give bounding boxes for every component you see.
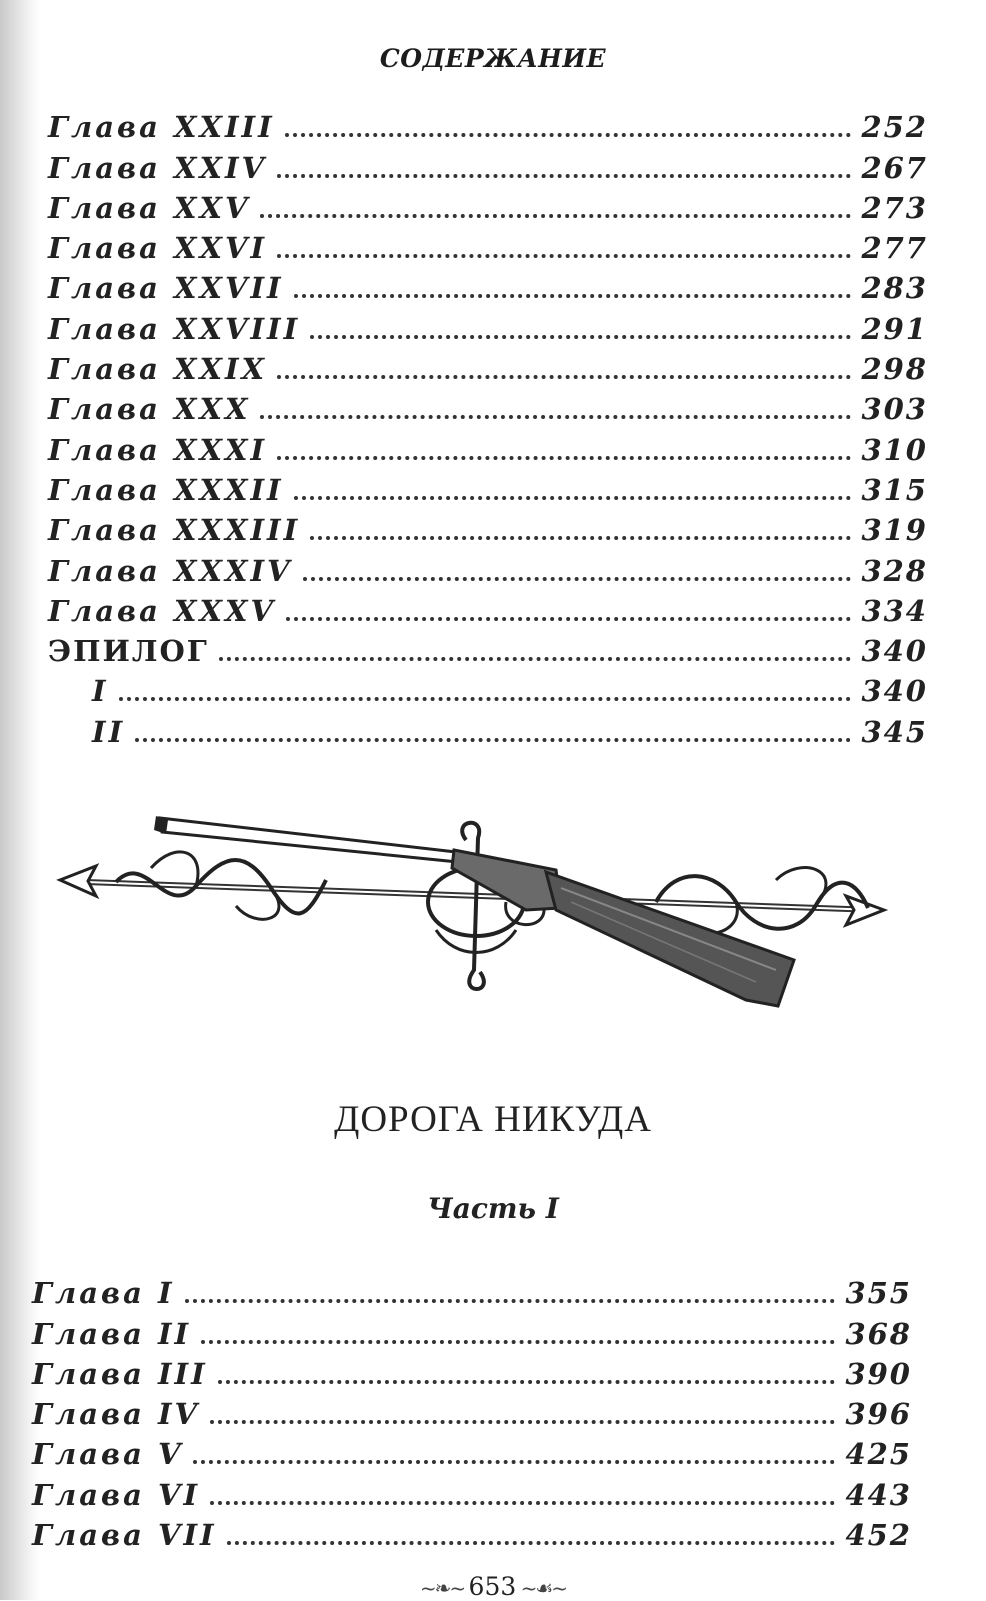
dot-leader	[201, 1340, 835, 1344]
dot-leader	[227, 1541, 836, 1545]
toc-entry[interactable]	[48, 265, 928, 305]
toc-entry-page: 390	[845, 1356, 912, 1391]
toc-list-bottom	[32, 1270, 912, 1552]
dot-leader	[210, 1420, 835, 1424]
dot-leader	[277, 456, 851, 460]
toc-entry[interactable]	[32, 1512, 912, 1552]
dot-leader	[285, 133, 852, 137]
toc-entry-label: Глава VI	[32, 1477, 201, 1512]
toc-entry-page: 303	[861, 392, 928, 427]
toc-entry-page: 355	[845, 1276, 912, 1311]
dot-leader	[193, 1460, 835, 1464]
toc-list-top	[48, 104, 928, 749]
dot-leader	[286, 617, 851, 621]
toc-entry-page: 267	[861, 150, 928, 185]
toc-entry-page: 368	[845, 1316, 912, 1351]
toc-entry[interactable]	[48, 305, 928, 345]
toc-entry-page: 283	[861, 271, 928, 306]
toc-entry-label: Глава XXIII	[48, 110, 275, 145]
toc-entry[interactable]	[48, 144, 928, 184]
dot-leader	[218, 1380, 836, 1384]
dot-leader	[277, 174, 851, 178]
toc-entry[interactable]	[48, 386, 928, 426]
toc-entry[interactable]	[48, 225, 928, 265]
toc-entry-label: Глава XXVII	[48, 271, 284, 306]
section-title: ДОРОГА НИКУДА	[334, 1099, 652, 1140]
toc-entry-page: 273	[861, 190, 928, 225]
dot-leader	[310, 335, 851, 339]
toc-entry-label: II	[92, 714, 126, 749]
toc-entry-page: 452	[845, 1518, 912, 1553]
dot-leader	[303, 577, 852, 581]
running-head: СОДЕРЖАНИЕ	[379, 44, 607, 73]
toc-entry[interactable]	[48, 426, 928, 466]
toc-entry-page: 298	[861, 352, 928, 387]
toc-entry[interactable]	[48, 547, 928, 587]
toc-entry-page: 315	[861, 472, 928, 507]
dot-leader	[135, 738, 851, 742]
dot-leader	[119, 697, 852, 701]
right-flourish-icon: ~☙~	[516, 1576, 567, 1600]
toc-entry-label: Глава XXV	[48, 190, 251, 225]
toc-entry-label: ЭПИЛОГ	[48, 634, 209, 669]
toc-entry-label: Глава XXVIII	[48, 311, 301, 346]
dot-leader	[294, 496, 852, 500]
toc-entry-page: 443	[845, 1477, 912, 1512]
toc-entry-page: 340	[861, 634, 928, 669]
dot-leader	[277, 375, 851, 379]
dot-leader	[185, 1299, 836, 1303]
left-flourish-icon: ~❧~	[419, 1576, 469, 1600]
dot-leader	[260, 214, 851, 218]
toc-entry-page: 345	[861, 714, 928, 749]
dot-leader	[219, 657, 852, 661]
toc-entry-page: 252	[861, 110, 928, 145]
toc-entry[interactable]	[48, 346, 928, 386]
dot-leader	[260, 415, 851, 419]
toc-entry-label: Глава XXXIV	[48, 553, 293, 588]
toc-entry-label: Глава II	[32, 1316, 192, 1351]
toc-entry[interactable]	[48, 507, 928, 547]
toc-entry[interactable]	[32, 1471, 912, 1511]
part-title: Часть I	[427, 1192, 559, 1225]
toc-entry-subsection[interactable]	[48, 708, 928, 748]
toc-entry-page: 328	[861, 553, 928, 588]
toc-entry[interactable]	[32, 1431, 912, 1471]
dot-leader	[310, 536, 851, 540]
dot-leader	[294, 294, 852, 298]
dot-leader	[210, 1501, 835, 1505]
dot-leader	[277, 254, 851, 258]
toc-entry[interactable]	[32, 1391, 912, 1431]
toc-entry-subsection[interactable]	[48, 668, 928, 708]
toc-entry-page: 277	[861, 231, 928, 266]
toc-entry[interactable]	[48, 185, 928, 225]
toc-entry-label: Глава III	[32, 1356, 208, 1391]
toc-entry[interactable]	[32, 1310, 912, 1350]
page-number: 653	[468, 1572, 517, 1601]
toc-entry-label: Глава XXXIII	[48, 513, 301, 548]
toc-entry-label: Глава XXXII	[48, 472, 284, 507]
page-number-footer	[0, 1572, 986, 1601]
toc-entry-page: 340	[861, 674, 928, 709]
toc-entry[interactable]	[48, 104, 928, 144]
toc-entry-label: Глава IV	[32, 1397, 201, 1432]
toc-entry[interactable]	[32, 1270, 912, 1310]
toc-entry-page: 334	[861, 593, 928, 628]
toc-entry-label: Глава XXIX	[48, 352, 268, 387]
toc-entry-label: I	[92, 674, 109, 709]
toc-entry-label: Глава XXXV	[48, 593, 276, 628]
toc-entry-label: Глава V	[32, 1437, 184, 1472]
toc-entry-page: 291	[861, 311, 928, 346]
toc-entry-label: Глава XXIV	[48, 150, 268, 185]
toc-entry-page: 310	[861, 432, 928, 467]
rifle-over-arrow-ornament-icon	[56, 810, 906, 1050]
toc-entry-label: Глава XXXI	[48, 432, 268, 467]
toc-entry-page: 396	[845, 1397, 912, 1432]
toc-entry-page: 425	[845, 1437, 912, 1472]
toc-entry-label: Глава XXVI	[48, 231, 268, 266]
toc-entry[interactable]	[48, 588, 928, 628]
toc-entry-label: Глава VII	[32, 1518, 217, 1553]
toc-entry-label: Глава I	[32, 1276, 175, 1311]
toc-entry[interactable]	[32, 1351, 912, 1391]
toc-entry-page: 319	[861, 513, 928, 548]
toc-entry-epilogue[interactable]	[48, 628, 928, 668]
toc-entry[interactable]	[48, 467, 928, 507]
toc-entry-label: Глава XXX	[48, 392, 251, 427]
